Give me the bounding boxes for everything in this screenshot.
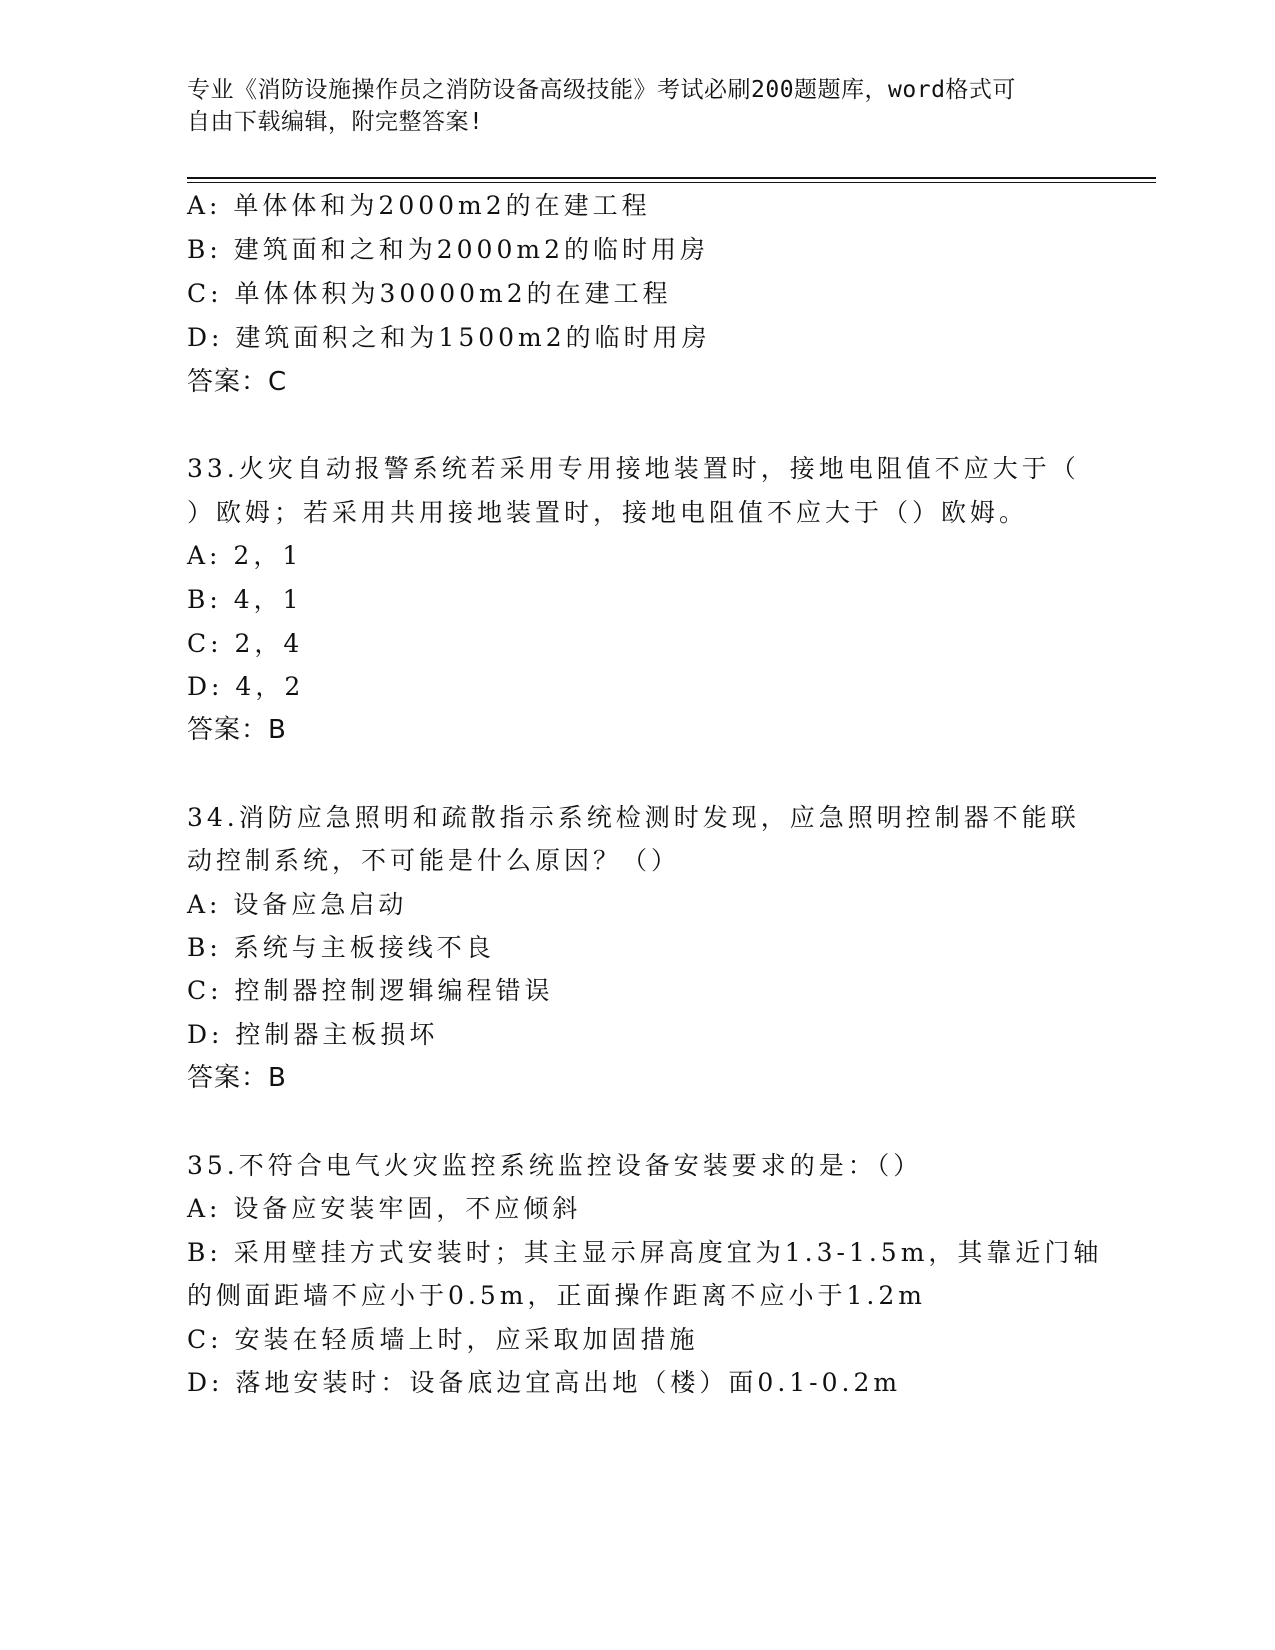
q34-option-d: D: 控制器主板损坏: [187, 1020, 439, 1049]
q32-option-d: D: 建筑面积之和为1500m2的临时用房: [187, 323, 711, 352]
header-divider-thick: [187, 177, 1156, 179]
q34-answer: 答案：B: [187, 1063, 287, 1093]
q34-question-line-2: 动控制系统，不可能是什么原因？（）: [187, 846, 681, 875]
q33-option-c: C: 2，4: [187, 629, 304, 658]
q32-option-a: A: 单体体和为2000m2的在建工程: [187, 191, 651, 220]
q35-option-d: D: 落地安装时：设备底边宜高出地（楼）面0.1-0.2m: [187, 1368, 902, 1397]
q35-option-c: C: 安装在轻质墙上时，应采取加固措施: [187, 1325, 699, 1354]
header-line-2: 自由下载编辑，附完整答案!: [187, 109, 484, 135]
q35-option-a: A: 设备应安装牢固，不应倾斜: [187, 1194, 582, 1223]
q32-option-b: B: 建筑面和之和为2000m2的临时用房: [187, 235, 709, 264]
header-line-1: 专业《消防设施操作员之消防设备高级技能》考试必刷200题题库，word格式可: [187, 77, 1016, 103]
q35-question: 35.不符合电气火灾监控系统监控设备安装要求的是：（）: [187, 1151, 923, 1180]
q33-option-b: B: 4，1: [187, 585, 303, 614]
q33-option-a: A: 2，1: [187, 541, 303, 570]
q34-option-c: C: 控制器控制逻辑编程错误: [187, 976, 554, 1005]
q33-question-line-2: ）欧姆；若采用共用接地装置时，接地电阻值不应大于（）欧姆。: [187, 498, 1029, 527]
q34-option-a: A: 设备应急启动: [187, 890, 408, 919]
q35-option-b-line-2: 的侧面距墙不应小于0.5m，正面操作距离不应小于1.2m: [187, 1281, 926, 1310]
q33-answer: 答案：B: [187, 715, 287, 745]
document-header: [187, 74, 1087, 138]
q34-option-b: B: 系统与主板接线不良: [187, 933, 495, 962]
header-divider-thin: [187, 182, 1156, 183]
q34-question-line-1: 34.消防应急照明和疏散指示系统检测时发现，应急照明控制器不能联: [187, 803, 1080, 832]
q32-option-c: C: 单体体积为30000m2的在建工程: [187, 279, 672, 308]
q35-option-b-line-1: B: 采用壁挂方式安装时；其主显示屏高度宜为1.3-1.5m，其靠近门轴: [187, 1238, 1103, 1267]
q32-answer: 答案：C: [187, 367, 288, 397]
q33-question-line-1: 33.火灾自动报警系统若采用专用接地装置时，接地电阻值不应大于（: [187, 454, 1080, 483]
q33-option-d: D: 4，2: [187, 672, 305, 701]
